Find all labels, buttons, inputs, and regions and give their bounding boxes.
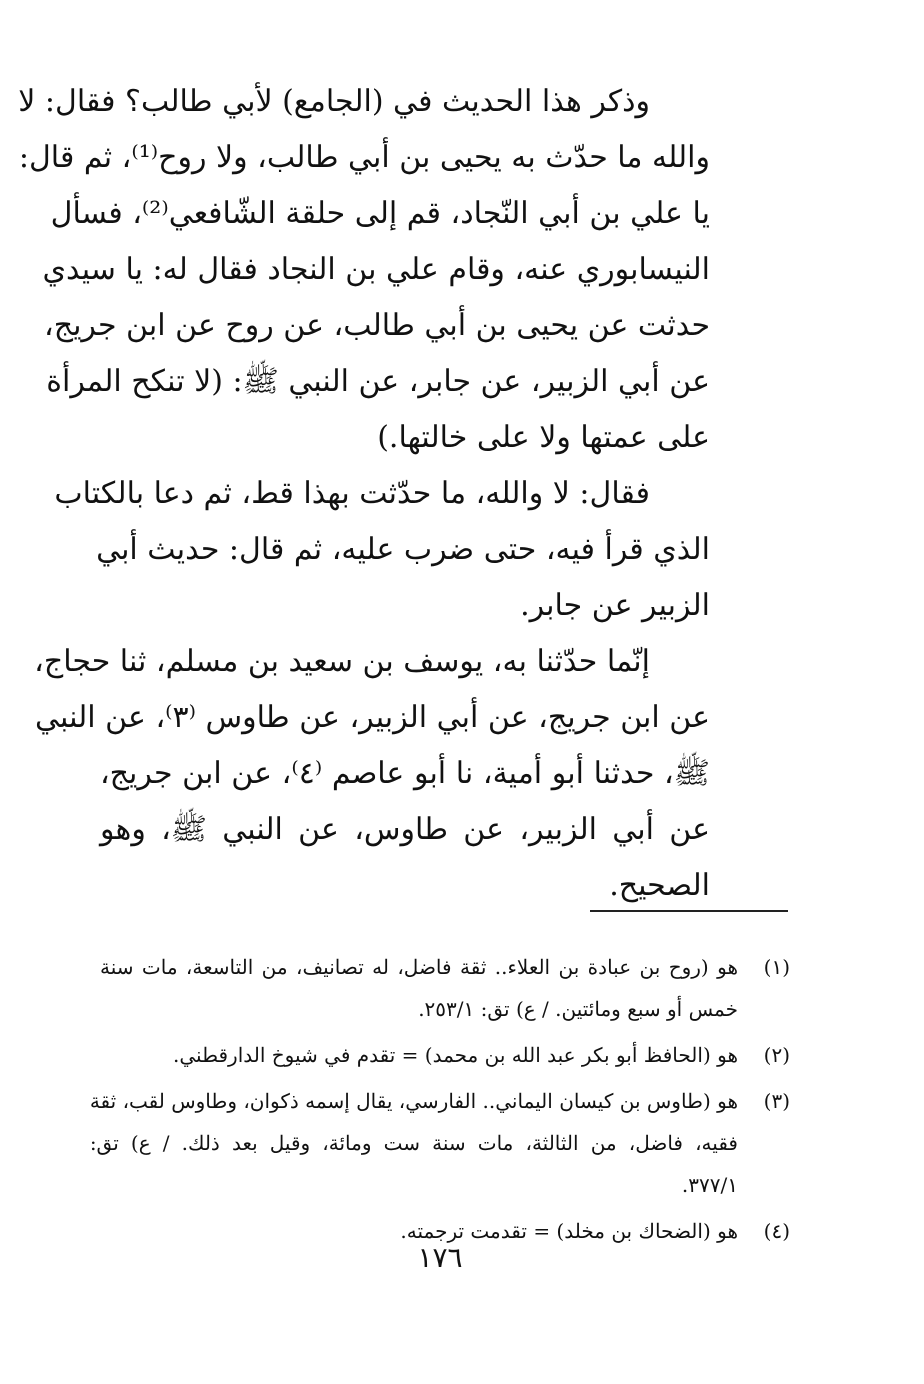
footnote-number: (٢) [763, 1043, 790, 1067]
page-number: ١٧٦ [417, 1241, 463, 1274]
text-line: حدثت عن يحيى بن أبي طالب، عن روح عن ابن جريج، [44, 308, 710, 343]
footnote-body [100, 1034, 738, 1076]
text-line: يا علي بن أبي النّجاد، قم إلى حلقة الشّافعي⁽²⁾، فسأل [50, 196, 710, 231]
footnote-number: (٤) [763, 1219, 790, 1243]
footnote-line: خمس أو سبع ومائتين. / ع) تق: ٢٥٣/١. [418, 997, 738, 1021]
footnote-number: (٣) [763, 1089, 790, 1113]
main-text [18, 74, 710, 914]
text-line: فقال: لا والله، ما حدّثت بهذا قط، ثم دعا بالكتاب [54, 476, 650, 511]
text-line: الزبير عن جابر. [520, 588, 710, 623]
footnote-body [100, 946, 738, 1030]
text-line: إنّما حدّثنا به، يوسف بن سعيد بن مسلم، ثنا حجاج، [34, 644, 650, 679]
text-line: عن أبي الزبير، عن جابر، عن النبي ﷺ: (لا تنكح المرأة [46, 364, 710, 399]
text-line: الذي قرأ فيه، حتى ضرب عليه، ثم قال: حديث أبي [96, 532, 710, 567]
footnote-separator [590, 910, 788, 912]
text-line: النيسابوري عنه، وقام علي بن النجاد فقال له: يا سيدي [42, 252, 710, 287]
footnote [89, 1080, 790, 1206]
text-line: والله ما حدّث به يحيى بن أبي طالب، ولا روح⁽¹⁾، ثم قال: [18, 140, 710, 175]
text-line: وذكر هذا الحديث في (الجامع) لأبي طالب؟ فقال: لا [18, 84, 650, 119]
footnotes [89, 946, 790, 1256]
text-line: ﷺ، حدثنا أبو أمية، نا أبو عاصم ⁽٤⁾، عن ابن جريج، [100, 756, 710, 791]
footnote [100, 946, 790, 1030]
footnote-line: هو (الحافظ أبو بكر عبد الله بن محمد) = تقدم في شيوخ الدارقطني. [173, 1043, 738, 1067]
footnote-line: هو (روح بن عبادة بن العلاء.. ثقة فاضل، له تصانيف، من التاسعة، مات سنة [100, 955, 738, 979]
footnote-line: هو (الضحاك بن مخلد) = تقدمت ترجمته. [400, 1219, 738, 1243]
footnote [100, 1034, 790, 1076]
footnote-line: فقيه، فاضل، من الثالثة، مات سنة ست ومائة، وقيل بعد ذلك. / ع) تق: [89, 1131, 738, 1155]
text-line: الصحيح. [609, 868, 710, 903]
footnote-line: ٣٧٧/١. [681, 1173, 738, 1197]
footnote-body [90, 1080, 738, 1206]
text-line: عن ابن جريج، عن أبي الزبير، عن طاوس ⁽٣⁾، عن النبي [35, 700, 710, 735]
text-line: على عمتها ولا على خالتها.) [377, 420, 710, 455]
footnote-line: هو (طاوس بن كيسان اليماني.. الفارسي، يقال إسمه ذكوان، وطاوس لقب، ثقة [89, 1089, 738, 1113]
text-line: عن أبي الزبير، عن طاوس، عن النبي ﷺ، وهو [100, 812, 710, 847]
footnote-number: (١) [763, 955, 790, 979]
